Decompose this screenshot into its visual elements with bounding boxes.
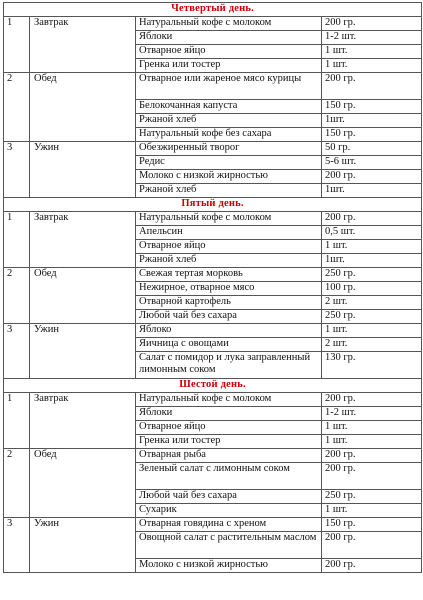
dish-name: Яичница с овощами — [136, 338, 322, 352]
dish-name: Гренка или тостер — [136, 59, 322, 73]
dish-quantity: 1шт. — [322, 184, 422, 198]
dish-name: Натуральный кофе с молоком — [136, 393, 322, 407]
dish-name: Салат с помидор и лука заправленный лимонным соком — [136, 352, 322, 379]
dish-quantity: 1шт. — [322, 114, 422, 128]
dish-name: Белокочанная капуста — [136, 100, 322, 114]
dish-quantity: 200 гр. — [322, 73, 422, 100]
dish-name: Свежая тертая морковь — [136, 268, 322, 282]
meal-number: 3 — [4, 324, 30, 379]
dish-name: Ржаной хлеб — [136, 254, 322, 268]
dish-quantity: 1 шт. — [322, 435, 422, 449]
meal-number: 2 — [4, 268, 30, 324]
dish-name: Отварная рыба — [136, 449, 322, 463]
dish-quantity: 150 гр. — [322, 128, 422, 142]
dish-quantity: 0,5 шт. — [322, 226, 422, 240]
dish-quantity: 2 шт. — [322, 338, 422, 352]
table-row — [4, 142, 422, 156]
meal-name: Завтрак — [30, 393, 136, 449]
meal-number: 3 — [4, 142, 30, 198]
dish-quantity: 1 шт. — [322, 59, 422, 73]
table-row — [4, 324, 422, 338]
dish-quantity: 1 шт. — [322, 421, 422, 435]
dish-quantity: 250 гр. — [322, 490, 422, 504]
dish-name: Отварной картофель — [136, 296, 322, 310]
dish-name: Отварное яйцо — [136, 421, 322, 435]
dish-name: Ржаной хлеб — [136, 184, 322, 198]
meal-name: Обед — [30, 268, 136, 324]
dish-name: Нежирное, отварное мясо — [136, 282, 322, 296]
table-row — [4, 268, 422, 282]
day-header-row — [4, 3, 422, 17]
dish-name: Обезжиренный творог — [136, 142, 322, 156]
dish-name: Отварная говядина с хреном — [136, 518, 322, 532]
table-row — [4, 73, 422, 100]
diet-menu-table — [3, 2, 422, 573]
dish-name: Любой чай без сахара — [136, 490, 322, 504]
table-row — [4, 212, 422, 226]
dish-name: Натуральный кофе с молоком — [136, 212, 322, 226]
dish-quantity: 1 шт. — [322, 240, 422, 254]
dish-quantity: 1-2 шт. — [322, 407, 422, 421]
meal-number: 2 — [4, 73, 30, 142]
meal-number: 1 — [4, 212, 30, 268]
day-title: Четвертый день. — [4, 3, 422, 17]
dish-name: Яблоко — [136, 324, 322, 338]
dish-quantity: 200 гр. — [322, 170, 422, 184]
dish-quantity: 1 шт. — [322, 45, 422, 59]
dish-quantity: 250 гр. — [322, 310, 422, 324]
dish-name: Редис — [136, 156, 322, 170]
diet-menu-body — [4, 3, 422, 573]
meal-name: Ужин — [30, 142, 136, 198]
meal-number: 3 — [4, 518, 30, 573]
dish-quantity: 5-6 шт. — [322, 156, 422, 170]
table-row — [4, 17, 422, 31]
dish-name: Натуральный кофе с молоком — [136, 17, 322, 31]
day-header-row — [4, 198, 422, 212]
dish-name: Яблоки — [136, 407, 322, 421]
dish-quantity: 200 гр. — [322, 393, 422, 407]
meal-name: Ужин — [30, 324, 136, 379]
dish-quantity: 50 гр. — [322, 142, 422, 156]
meal-name: Ужин — [30, 518, 136, 573]
dish-quantity: 1шт. — [322, 254, 422, 268]
dish-name: Любой чай без сахара — [136, 310, 322, 324]
dish-quantity: 150 гр. — [322, 518, 422, 532]
meal-name: Завтрак — [30, 212, 136, 268]
dish-quantity: 250 гр. — [322, 268, 422, 282]
day-header-row — [4, 379, 422, 393]
dish-quantity: 200 гр. — [322, 559, 422, 573]
dish-quantity: 200 гр. — [322, 532, 422, 559]
meal-name: Завтрак — [30, 17, 136, 73]
dish-name: Отварное или жареное мясо курицы — [136, 73, 322, 100]
dish-name: Ржаной хлеб — [136, 114, 322, 128]
table-row — [4, 393, 422, 407]
dish-name: Апельсин — [136, 226, 322, 240]
dish-quantity: 100 гр. — [322, 282, 422, 296]
dish-name: Отварное яйцо — [136, 240, 322, 254]
dish-quantity: 130 гр. — [322, 352, 422, 379]
dish-quantity: 1-2 шт. — [322, 31, 422, 45]
dish-name: Молоко с низкой жирностью — [136, 559, 322, 573]
meal-number: 1 — [4, 393, 30, 449]
dish-quantity: 1 шт. — [322, 324, 422, 338]
dish-name: Молоко с низкой жирностью — [136, 170, 322, 184]
day-title: Шестой день. — [4, 379, 422, 393]
dish-name: Овощной салат с растительным маслом — [136, 532, 322, 559]
dish-quantity: 200 гр. — [322, 17, 422, 31]
table-row — [4, 518, 422, 532]
table-row — [4, 449, 422, 463]
dish-quantity: 150 гр. — [322, 100, 422, 114]
dish-name: Отварное яйцо — [136, 45, 322, 59]
dish-name: Гренка или тостер — [136, 435, 322, 449]
meal-name: Обед — [30, 449, 136, 518]
meal-name: Обед — [30, 73, 136, 142]
dish-quantity: 200 гр. — [322, 463, 422, 490]
dish-name: Зеленый салат с лимонным соком — [136, 463, 322, 490]
dish-quantity: 2 шт. — [322, 296, 422, 310]
meal-number: 2 — [4, 449, 30, 518]
dish-name: Яблоки — [136, 31, 322, 45]
dish-name: Сухарик — [136, 504, 322, 518]
meal-number: 1 — [4, 17, 30, 73]
dish-quantity: 200 гр. — [322, 212, 422, 226]
dish-quantity: 200 гр. — [322, 449, 422, 463]
dish-name: Натуральный кофе без сахара — [136, 128, 322, 142]
dish-quantity: 1 шт. — [322, 504, 422, 518]
day-title: Пятый день. — [4, 198, 422, 212]
